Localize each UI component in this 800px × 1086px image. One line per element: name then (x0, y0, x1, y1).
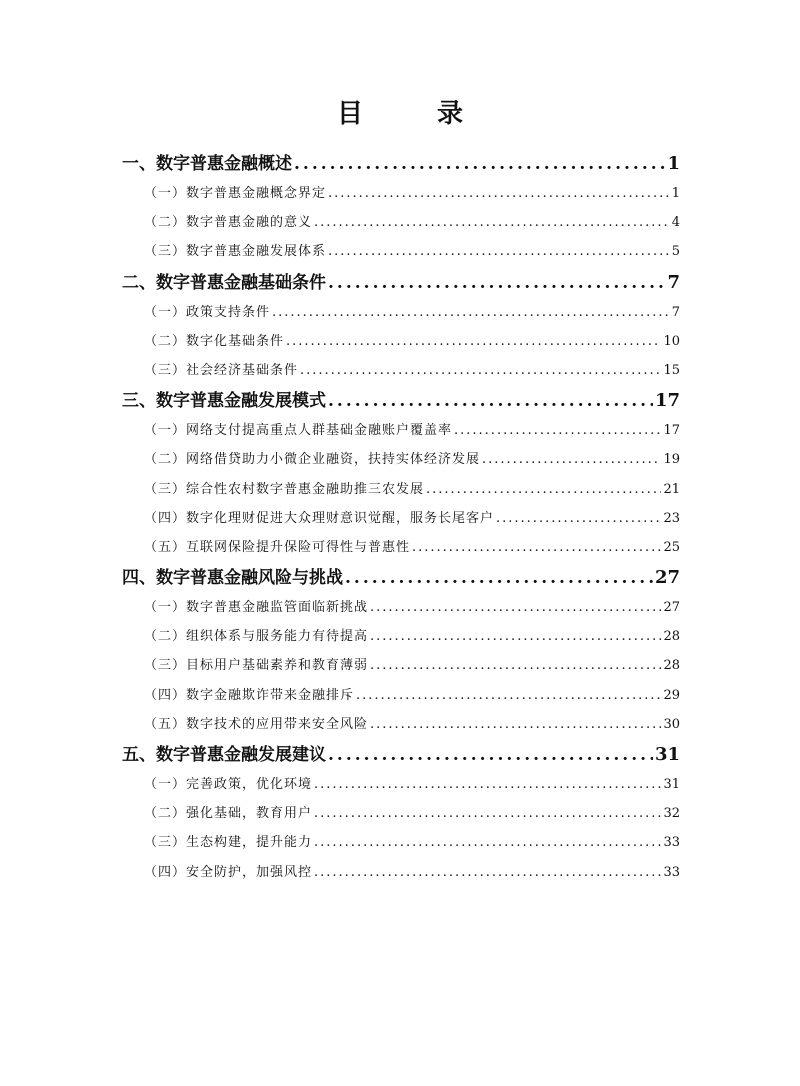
toc-page-number: 23 (663, 510, 680, 526)
toc-dot-leader (370, 622, 661, 651)
toc-entry-title: （一）网络支付提高重点人群基础金融账户覆盖率 (144, 423, 453, 439)
toc-section-entry[interactable] (122, 858, 680, 887)
toc-section-entry[interactable] (122, 828, 680, 857)
toc-section-entry[interactable] (122, 770, 680, 799)
toc-entry-title: （二）网络借贷助力小微企业融资，扶持实体经济发展 (144, 452, 481, 468)
toc-page-number: 29 (663, 687, 680, 703)
toc-dot-leader (370, 651, 661, 680)
toc-page-number: 28 (663, 629, 680, 645)
toc-dot-leader (314, 799, 661, 828)
toc-section-entry[interactable] (122, 593, 680, 622)
toc-dot-leader (272, 298, 670, 327)
toc-dot-leader (314, 828, 661, 857)
toc-entry-title: （三）综合性农村数字普惠金融助推三农发展 (144, 481, 425, 497)
toc-entry-title: （二）组织体系与服务能力有待提高 (144, 629, 369, 645)
toc-page-number: 31 (654, 744, 680, 765)
page-title: 目 录 (336, 99, 487, 129)
toc-entry-title: 三、数字普惠金融发展模式 (122, 391, 326, 412)
toc-dot-leader (286, 327, 661, 356)
toc-entry-title: （一）完善政策，优化环境 (144, 777, 313, 792)
toc-section-entry[interactable] (122, 710, 680, 739)
toc-dot-leader (426, 475, 661, 504)
toc-dot-leader (300, 356, 661, 385)
toc-page-number: 1 (671, 186, 680, 201)
toc-section-entry[interactable] (122, 416, 680, 445)
toc-dot-leader (314, 770, 661, 799)
toc-section-entry[interactable] (122, 179, 680, 208)
toc-entry-title: （四）安全防护，加强风控 (144, 864, 313, 880)
toc-dot-leader (328, 740, 653, 770)
toc-section-entry[interactable] (122, 208, 680, 237)
toc-page-number: 32 (663, 806, 680, 822)
toc-section-entry[interactable] (122, 445, 680, 474)
toc-section-entry[interactable] (122, 799, 680, 828)
toc-entry-title: （四）数字化理财促进大众理财意识觉醒，服务长尾客户 (144, 510, 495, 526)
toc-page-number: 28 (663, 658, 680, 674)
toc-page-number: 19 (663, 452, 680, 468)
toc-chapter-entry[interactable] (122, 740, 680, 770)
toc-page-number: 21 (663, 481, 680, 497)
toc-dot-leader (370, 593, 661, 622)
toc-page-number: 4 (671, 215, 680, 231)
toc-page-number: 15 (663, 362, 680, 378)
toc-dot-leader (454, 416, 661, 445)
toc-section-entry[interactable] (122, 622, 680, 651)
toc-dot-leader (482, 445, 661, 474)
toc-entry-title: （五）互联网保险提升保险可得性与普惠性 (144, 539, 411, 555)
toc-entry-title: （二）数字化基础条件 (144, 333, 285, 349)
toc-chapter-entry[interactable] (122, 563, 680, 593)
toc-page-number: 27 (654, 567, 680, 589)
toc-entry-title: （二）强化基础，教育用户 (144, 806, 313, 822)
toc-section-entry[interactable] (122, 533, 680, 562)
toc-entry-title: 一、数字普惠金融概述 (122, 154, 292, 174)
toc-entry-title: 五、数字普惠金融发展建议 (122, 745, 326, 765)
toc-chapter-entry[interactable] (122, 386, 680, 416)
toc-page-number: 5 (671, 244, 680, 260)
toc-page-number: 10 (663, 333, 680, 349)
toc-dot-leader (345, 563, 653, 593)
toc-page-number: 1 (667, 153, 680, 174)
toc-dot-leader (314, 858, 661, 887)
toc-entry-title: （一）政策支持条件 (144, 304, 271, 320)
toc-dot-leader (328, 237, 670, 266)
toc-page-number: 27 (663, 600, 680, 616)
toc-entry-title: （五）数字技术的应用带来安全风险 (144, 716, 369, 732)
toc-dot-leader (314, 208, 670, 237)
toc-section-entry[interactable] (122, 327, 680, 356)
toc-page-number: 17 (654, 390, 680, 412)
toc-entry-title: （三）目标用户基础素养和教育薄弱 (144, 658, 369, 674)
toc-entry-title: （一）数字普惠金融监管面临新挑战 (144, 600, 369, 616)
toc-page-number: 25 (663, 539, 680, 555)
toc-dot-leader (356, 681, 661, 710)
toc-page-number: 7 (667, 271, 680, 293)
table-of-contents (122, 148, 680, 887)
toc-dot-leader (328, 179, 670, 208)
toc-dot-leader (328, 268, 665, 298)
toc-entry-title: 四、数字普惠金融风险与挑战 (122, 568, 343, 589)
toc-entry-title: （三）生态构建，提升能力 (144, 835, 313, 851)
toc-entry-title: （四）数字金融欺诈带来金融排斥 (144, 687, 355, 703)
toc-dot-leader (412, 533, 661, 562)
toc-dot-leader (294, 149, 665, 179)
toc-section-entry[interactable] (122, 237, 680, 266)
toc-page-number: 17 (663, 423, 680, 439)
toc-page-number: 33 (663, 864, 680, 880)
toc-section-entry[interactable] (122, 298, 680, 327)
toc-dot-leader (496, 504, 661, 533)
toc-dot-leader (370, 710, 661, 739)
toc-section-entry[interactable] (122, 651, 680, 680)
toc-entry-title: （二）数字普惠金融的意义 (144, 215, 313, 231)
toc-entry-title: （一）数字普惠金融概念界定 (144, 186, 327, 201)
toc-page-number: 7 (671, 304, 680, 320)
toc-chapter-entry[interactable] (122, 149, 680, 179)
toc-section-entry[interactable] (122, 356, 680, 385)
toc-page-number: 30 (663, 716, 680, 732)
toc-entry-title: （三）社会经济基础条件 (144, 362, 299, 378)
toc-section-entry[interactable] (122, 681, 680, 710)
toc-entry-title: 二、数字普惠金融基础条件 (122, 272, 326, 293)
toc-page-number: 33 (663, 835, 680, 851)
toc-page-number: 31 (663, 777, 680, 792)
toc-section-entry[interactable] (122, 504, 680, 533)
toc-section-entry[interactable] (122, 475, 680, 504)
toc-dot-leader (328, 386, 653, 416)
toc-chapter-entry[interactable] (122, 268, 680, 298)
toc-entry-title: （三）数字普惠金融发展体系 (144, 244, 327, 260)
